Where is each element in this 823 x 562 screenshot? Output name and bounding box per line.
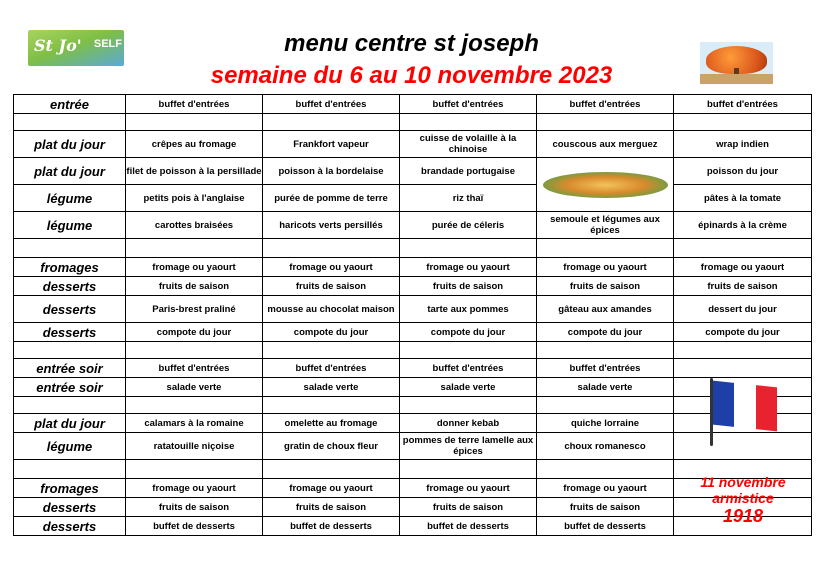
menu-cell (674, 114, 812, 131)
page-title: menu centre st joseph (284, 30, 539, 57)
table-row (14, 212, 812, 239)
menu-cell: buffet de desserts (400, 517, 537, 536)
table-row (14, 277, 812, 296)
menu-cell: compote du jour (537, 323, 674, 342)
logo-suffix: SELF (93, 38, 122, 50)
row-label: fromages (14, 479, 126, 498)
table-row (14, 258, 812, 277)
menu-cell: fromage ou yaourt (126, 479, 263, 498)
menu-cell (537, 342, 674, 359)
menu-cell (263, 397, 400, 414)
menu-cell: brandade portugaise (400, 158, 537, 185)
row-label: fromages (14, 258, 126, 277)
menu-cell: buffet d'entrées (537, 359, 674, 378)
row-label: desserts (14, 498, 126, 517)
menu-cell: choux romanesco (537, 433, 674, 460)
menu-table (13, 94, 812, 536)
row-label: entrée soir (14, 359, 126, 378)
row-label (14, 114, 126, 131)
menu-cell: compote du jour (126, 323, 263, 342)
menu-cell: salade verte (126, 378, 263, 397)
table-row (14, 359, 812, 378)
food-plate-icon (543, 172, 668, 198)
menu-cell: compote du jour (400, 323, 537, 342)
armistice-date: 11 novembre (700, 474, 786, 490)
menu-cell (537, 460, 674, 479)
autumn-tree-icon (700, 42, 773, 84)
menu-cell (400, 397, 537, 414)
menu-cell: gâteau aux amandes (537, 296, 674, 323)
table-row (14, 114, 812, 131)
menu-cell: fromage ou yaourt (400, 479, 537, 498)
row-label: légume (14, 185, 126, 212)
armistice-note (676, 474, 810, 526)
menu-cell: riz thaï (400, 185, 537, 212)
menu-cell: fromage ou yaourt (126, 258, 263, 277)
table-row (14, 296, 812, 323)
menu-cell (263, 342, 400, 359)
table-row (14, 323, 812, 342)
menu-cell: pommes de terre lamelle aux épices (400, 433, 537, 460)
menu-cell (537, 239, 674, 258)
menu-cell: fruits de saison (126, 498, 263, 517)
table-row (14, 95, 812, 114)
menu-cell: omelette au fromage (263, 414, 400, 433)
menu-cell: buffet d'entrées (537, 95, 674, 114)
menu-cell (537, 397, 674, 414)
menu-cell: fromage ou yaourt (674, 258, 812, 277)
menu-cell: calamars à la romaine (126, 414, 263, 433)
row-label: desserts (14, 277, 126, 296)
menu-cell (400, 239, 537, 258)
french-flag-icon (702, 378, 780, 448)
menu-cell: buffet d'entrées (400, 95, 537, 114)
menu-cell (126, 342, 263, 359)
menu-cell: fromage ou yaourt (537, 258, 674, 277)
menu-cell: compote du jour (263, 323, 400, 342)
menu-cell: compote du jour (674, 323, 812, 342)
table-row (14, 158, 812, 185)
row-label: desserts (14, 517, 126, 536)
row-label: entrée soir (14, 378, 126, 397)
menu-cell: buffet d'entrées (263, 95, 400, 114)
menu-cell: gratin de choux fleur (263, 433, 400, 460)
logo-text: St Jo' (34, 36, 82, 55)
menu-cell: salade verte (537, 378, 674, 397)
menu-cell: fromage ou yaourt (400, 258, 537, 277)
row-label: desserts (14, 323, 126, 342)
menu-cell (263, 460, 400, 479)
menu-cell: Paris-brest praliné (126, 296, 263, 323)
menu-cell: fromage ou yaourt (537, 479, 674, 498)
menu-cell: petits pois à l'anglaise (126, 185, 263, 212)
row-label (14, 460, 126, 479)
menu-cell: purée de céleris (400, 212, 537, 239)
menu-cell: buffet d'entrées (126, 359, 263, 378)
menu-cell: fruits de saison (537, 498, 674, 517)
table-row (14, 239, 812, 258)
menu-cell: salade verte (400, 378, 537, 397)
menu-cell: pâtes à la tomate (674, 185, 812, 212)
table-row (14, 378, 812, 397)
row-label: entrée (14, 95, 126, 114)
menu-cell: buffet d'entrées (263, 359, 400, 378)
menu-cell: fromage ou yaourt (263, 479, 400, 498)
row-label: plat du jour (14, 131, 126, 158)
menu-cell: carottes braisées (126, 212, 263, 239)
menu-cell: dessert du jour (674, 296, 812, 323)
menu-cell (400, 114, 537, 131)
menu-cell (674, 239, 812, 258)
menu-cell: filet de poisson à la persillade (126, 158, 263, 185)
armistice-year: 1918 (722, 506, 764, 526)
menu-cell: fruits de saison (263, 498, 400, 517)
table-row (14, 433, 812, 460)
menu-cell: salade verte (263, 378, 400, 397)
table-row (14, 185, 812, 212)
row-label: légume (14, 212, 126, 239)
menu-cell: poisson à la bordelaise (263, 158, 400, 185)
menu-cell (537, 114, 674, 131)
menu-cell (126, 239, 263, 258)
menu-cell: couscous aux merguez (537, 131, 674, 158)
menu-cell: fruits de saison (126, 277, 263, 296)
menu-cell: fruits de saison (674, 277, 812, 296)
menu-cell (674, 359, 812, 378)
page-subtitle: semaine du 6 au 10 novembre 2023 (210, 62, 613, 89)
menu-cell: fruits de saison (400, 498, 537, 517)
menu-cell (126, 397, 263, 414)
menu-cell (400, 342, 537, 359)
menu-cell: quiche lorraine (537, 414, 674, 433)
menu-cell: fruits de saison (400, 277, 537, 296)
menu-cell: fruits de saison (263, 277, 400, 296)
row-label: légume (14, 433, 126, 460)
menu-cell (263, 114, 400, 131)
menu-cell: buffet d'entrées (400, 359, 537, 378)
row-label (14, 239, 126, 258)
table-row (14, 131, 812, 158)
menu-cell: purée de pomme de terre (263, 185, 400, 212)
menu-cell: buffet de desserts (537, 517, 674, 536)
row-label (14, 397, 126, 414)
table-row (14, 397, 812, 414)
menu-cell: semoule et légumes aux épices (537, 212, 674, 239)
menu-cell (674, 342, 812, 359)
menu-cell: fruits de saison (537, 277, 674, 296)
row-label (14, 342, 126, 359)
table-row (14, 342, 812, 359)
menu-cell: donner kebab (400, 414, 537, 433)
menu-cell (126, 460, 263, 479)
table-row (14, 414, 812, 433)
menu-cell: buffet d'entrées (674, 95, 812, 114)
menu-cell: buffet de desserts (126, 517, 263, 536)
menu-cell: tarte aux pommes (400, 296, 537, 323)
menu-cell (263, 239, 400, 258)
menu-cell (400, 460, 537, 479)
row-label: plat du jour (14, 414, 126, 433)
row-label: plat du jour (14, 158, 126, 185)
menu-cell (537, 158, 674, 212)
menu-cell: mousse au chocolat maison (263, 296, 400, 323)
menu-cell: cuisse de volaille à la chinoise (400, 131, 537, 158)
menu-cell: ratatouille niçoise (126, 433, 263, 460)
menu-cell: buffet de desserts (263, 517, 400, 536)
menu-cell: fromage ou yaourt (263, 258, 400, 277)
menu-cell (126, 114, 263, 131)
menu-cell: buffet d'entrées (126, 95, 263, 114)
menu-cell: haricots verts persillés (263, 212, 400, 239)
menu-cell: wrap indien (674, 131, 812, 158)
row-label: desserts (14, 296, 126, 323)
menu-cell: crêpes au fromage (126, 131, 263, 158)
menu-cell: épinards à la crème (674, 212, 812, 239)
menu-cell: poisson du jour (674, 158, 812, 185)
armistice-label: armistice (712, 490, 774, 506)
menu-cell: Frankfort vapeur (263, 131, 400, 158)
